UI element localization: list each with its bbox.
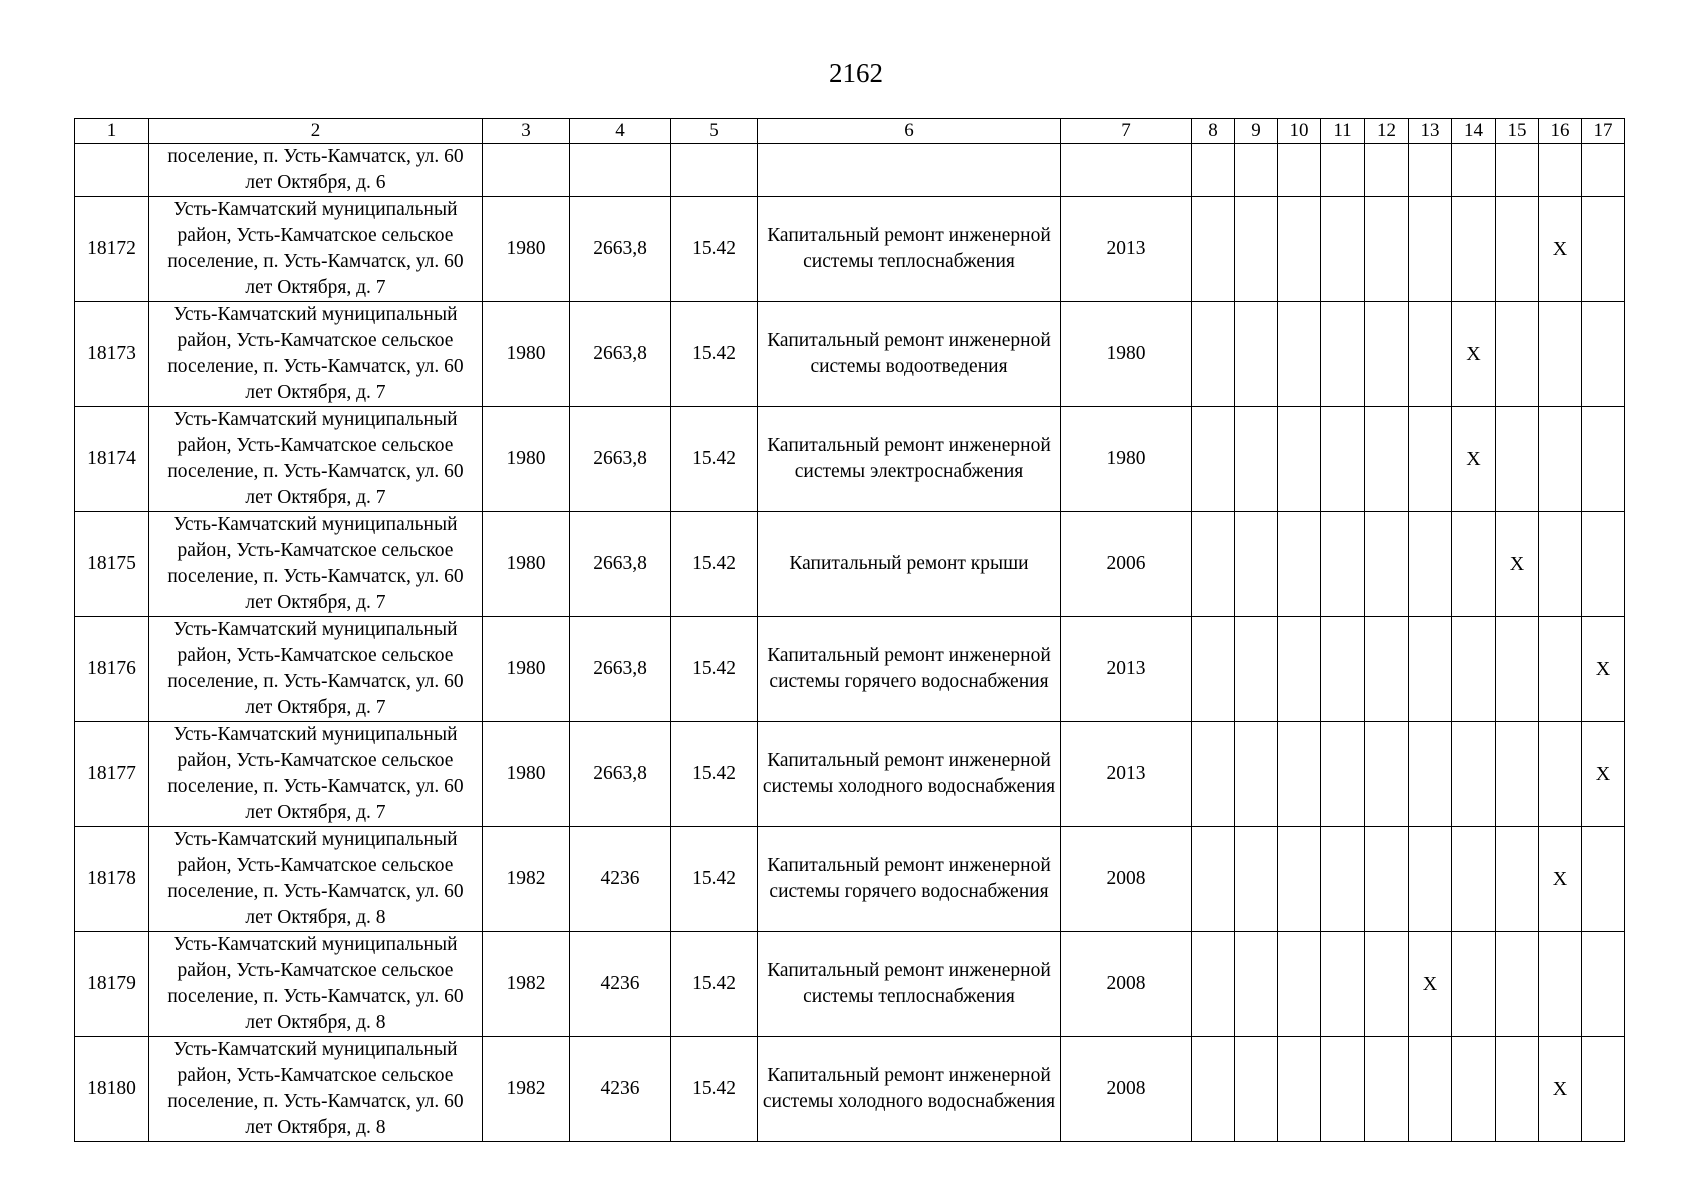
- continuation-row: [75, 144, 1625, 197]
- period-mark-cell: [1539, 617, 1582, 722]
- column-number: 15: [1496, 119, 1539, 144]
- period-mark-cell: [1235, 722, 1278, 827]
- column-number: 16: [1539, 119, 1582, 144]
- period-mark-cell: [1365, 827, 1409, 932]
- period-mark-cell: X: [1582, 617, 1625, 722]
- period-mark-cell: [1192, 1037, 1235, 1142]
- column-number: 8: [1192, 119, 1235, 144]
- period-mark-cell: [1496, 827, 1539, 932]
- column-number: 3: [483, 119, 570, 144]
- period-mark-cell: [1409, 617, 1452, 722]
- page-number: 2162: [829, 58, 883, 88]
- period-mark-cell: [1452, 827, 1496, 932]
- period-mark-cell: [1321, 197, 1365, 302]
- period-mark-cell: [1278, 512, 1321, 617]
- period-mark-cell: [1365, 407, 1409, 512]
- empty-cell: [1496, 144, 1539, 197]
- empty-cell: [483, 144, 570, 197]
- period-mark-cell: [1582, 827, 1625, 932]
- address-cell: Усть-Камчатский муниципальный район, Усть-Камчатское сельское поселение, п. Усть-Камчатск, ул. 60 лет Октября, д. 7: [149, 407, 483, 512]
- build-year-cell: 1980: [483, 407, 570, 512]
- work-type-cell: Капитальный ремонт инженерной системы холодного водоснабжения: [758, 722, 1061, 827]
- build-year-cell: 1982: [483, 932, 570, 1037]
- code-cell: 15.42: [671, 407, 758, 512]
- period-mark-cell: [1452, 512, 1496, 617]
- last-repair-year-cell: 2008: [1061, 827, 1192, 932]
- address-cell: Усть-Камчатский муниципальный район, Усть-Камчатское сельское поселение, п. Усть-Камчатск, ул. 60 лет Октября, д. 7: [149, 302, 483, 407]
- row-id-cell: 18178: [75, 827, 149, 932]
- last-repair-year-cell: 1980: [1061, 302, 1192, 407]
- build-year-cell: 1982: [483, 827, 570, 932]
- period-mark-cell: [1409, 197, 1452, 302]
- period-mark-cell: X: [1582, 722, 1625, 827]
- period-mark-cell: [1278, 302, 1321, 407]
- period-mark-cell: [1452, 197, 1496, 302]
- code-cell: 15.42: [671, 1037, 758, 1142]
- row-id-cell: 18173: [75, 302, 149, 407]
- period-mark-cell: [1496, 1037, 1539, 1142]
- column-number: 12: [1365, 119, 1409, 144]
- build-year-cell: 1980: [483, 302, 570, 407]
- period-mark-cell: [1192, 932, 1235, 1037]
- address-cell: поселение, п. Усть-Камчатск, ул. 60 лет Октября, д. 6: [149, 144, 483, 197]
- table-row: [75, 932, 1625, 1037]
- column-number: 4: [570, 119, 671, 144]
- period-mark-cell: [1321, 302, 1365, 407]
- empty-cell: [1365, 144, 1409, 197]
- period-mark-cell: [1365, 932, 1409, 1037]
- row-id-cell: 18175: [75, 512, 149, 617]
- period-mark-cell: [1539, 302, 1582, 407]
- period-mark-cell: [1582, 407, 1625, 512]
- period-mark-cell: [1321, 407, 1365, 512]
- row-id-cell: 18176: [75, 617, 149, 722]
- address-cell: Усть-Камчатский муниципальный район, Усть-Камчатское сельское поселение, п. Усть-Камчатск, ул. 60 лет Октября, д. 8: [149, 932, 483, 1037]
- last-repair-year-cell: 2013: [1061, 197, 1192, 302]
- column-number: 11: [1321, 119, 1365, 144]
- empty-cell: [1409, 144, 1452, 197]
- period-mark-cell: [1539, 407, 1582, 512]
- period-mark-cell: [1278, 722, 1321, 827]
- period-mark-cell: [1365, 197, 1409, 302]
- period-mark-cell: [1452, 722, 1496, 827]
- period-mark-cell: [1321, 617, 1365, 722]
- table-row: [75, 617, 1625, 722]
- empty-cell: [1582, 144, 1625, 197]
- work-type-cell: Капитальный ремонт крыши: [758, 512, 1061, 617]
- period-mark-cell: [1496, 197, 1539, 302]
- period-mark-cell: X: [1539, 197, 1582, 302]
- column-number: 1: [75, 119, 149, 144]
- area-cell: 4236: [570, 932, 671, 1037]
- table-row: [75, 407, 1625, 512]
- empty-cell: [1192, 144, 1235, 197]
- period-mark-cell: [1539, 932, 1582, 1037]
- work-type-cell: Капитальный ремонт инженерной системы горячего водоснабжения: [758, 827, 1061, 932]
- address-cell: Усть-Камчатский муниципальный район, Усть-Камчатское сельское поселение, п. Усть-Камчатск, ул. 60 лет Октября, д. 8: [149, 1037, 483, 1142]
- empty-cell: [1539, 144, 1582, 197]
- column-number: 10: [1278, 119, 1321, 144]
- table-row: [75, 722, 1625, 827]
- column-number: 17: [1582, 119, 1625, 144]
- empty-cell: [570, 144, 671, 197]
- period-mark-cell: [1278, 617, 1321, 722]
- period-mark-cell: X: [1539, 1037, 1582, 1142]
- code-cell: 15.42: [671, 302, 758, 407]
- row-id-cell: 18180: [75, 1037, 149, 1142]
- period-mark-cell: [1582, 1037, 1625, 1142]
- period-mark-cell: [1278, 1037, 1321, 1142]
- empty-cell: [1452, 144, 1496, 197]
- area-cell: 4236: [570, 827, 671, 932]
- work-type-cell: Капитальный ремонт инженерной системы горячего водоснабжения: [758, 617, 1061, 722]
- area-cell: 2663,8: [570, 197, 671, 302]
- build-year-cell: 1980: [483, 617, 570, 722]
- period-mark-cell: [1235, 512, 1278, 617]
- code-cell: 15.42: [671, 722, 758, 827]
- row-id-cell: 18179: [75, 932, 149, 1037]
- period-mark-cell: [1365, 302, 1409, 407]
- period-mark-cell: [1582, 932, 1625, 1037]
- row-id-cell: 18177: [75, 722, 149, 827]
- period-mark-cell: [1452, 1037, 1496, 1142]
- period-mark-cell: [1321, 1037, 1365, 1142]
- period-mark-cell: [1496, 932, 1539, 1037]
- period-mark-cell: [1496, 617, 1539, 722]
- period-mark-cell: [1409, 512, 1452, 617]
- table-body: [75, 119, 1625, 1142]
- period-mark-cell: [1582, 197, 1625, 302]
- period-mark-cell: [1192, 512, 1235, 617]
- empty-cell: [1321, 144, 1365, 197]
- period-mark-cell: [1365, 512, 1409, 617]
- column-number: 7: [1061, 119, 1192, 144]
- period-mark-cell: X: [1409, 932, 1452, 1037]
- column-number: 14: [1452, 119, 1496, 144]
- last-repair-year-cell: 2006: [1061, 512, 1192, 617]
- area-cell: 2663,8: [570, 302, 671, 407]
- column-number: 9: [1235, 119, 1278, 144]
- period-mark-cell: [1496, 407, 1539, 512]
- build-year-cell: 1982: [483, 1037, 570, 1142]
- last-repair-year-cell: 2013: [1061, 722, 1192, 827]
- work-type-cell: Капитальный ремонт инженерной системы электроснабжения: [758, 407, 1061, 512]
- empty-cell: [1278, 144, 1321, 197]
- empty-cell: [1235, 144, 1278, 197]
- table-row: [75, 197, 1625, 302]
- table-row: [75, 1037, 1625, 1142]
- period-mark-cell: [1235, 932, 1278, 1037]
- capital-repair-table: [74, 118, 1625, 1142]
- period-mark-cell: [1321, 722, 1365, 827]
- column-number: 5: [671, 119, 758, 144]
- build-year-cell: 1980: [483, 722, 570, 827]
- period-mark-cell: [1452, 617, 1496, 722]
- period-mark-cell: X: [1452, 407, 1496, 512]
- address-cell: Усть-Камчатский муниципальный район, Усть-Камчатское сельское поселение, п. Усть-Камчатск, ул. 60 лет Октября, д. 7: [149, 617, 483, 722]
- last-repair-year-cell: 2008: [1061, 1037, 1192, 1142]
- period-mark-cell: [1496, 722, 1539, 827]
- period-mark-cell: [1278, 407, 1321, 512]
- period-mark-cell: [1321, 827, 1365, 932]
- address-cell: Усть-Камчатский муниципальный район, Усть-Камчатское сельское поселение, п. Усть-Камчатск, ул. 60 лет Октября, д. 7: [149, 197, 483, 302]
- empty-cell: [1061, 144, 1192, 197]
- period-mark-cell: [1409, 827, 1452, 932]
- code-cell: 15.42: [671, 512, 758, 617]
- period-mark-cell: [1409, 407, 1452, 512]
- last-repair-year-cell: 1980: [1061, 407, 1192, 512]
- column-number-row: [75, 119, 1625, 144]
- code-cell: 15.42: [671, 197, 758, 302]
- period-mark-cell: [1278, 827, 1321, 932]
- period-mark-cell: X: [1496, 512, 1539, 617]
- last-repair-year-cell: 2008: [1061, 932, 1192, 1037]
- area-cell: 2663,8: [570, 722, 671, 827]
- column-number: 13: [1409, 119, 1452, 144]
- column-number: 6: [758, 119, 1061, 144]
- table-row: [75, 827, 1625, 932]
- column-number: 2: [149, 119, 483, 144]
- empty-cell: [671, 144, 758, 197]
- period-mark-cell: [1235, 302, 1278, 407]
- period-mark-cell: [1452, 932, 1496, 1037]
- period-mark-cell: [1192, 407, 1235, 512]
- period-mark-cell: X: [1539, 827, 1582, 932]
- code-cell: 15.42: [671, 932, 758, 1037]
- period-mark-cell: [1192, 197, 1235, 302]
- period-mark-cell: [1582, 302, 1625, 407]
- period-mark-cell: [1409, 1037, 1452, 1142]
- period-mark-cell: [1192, 722, 1235, 827]
- period-mark-cell: [1235, 197, 1278, 302]
- period-mark-cell: [1496, 302, 1539, 407]
- period-mark-cell: [1321, 512, 1365, 617]
- address-cell: Усть-Камчатский муниципальный район, Усть-Камчатское сельское поселение, п. Усть-Камчатск, ул. 60 лет Октября, д. 8: [149, 827, 483, 932]
- work-type-cell: Капитальный ремонт инженерной системы теплоснабжения: [758, 197, 1061, 302]
- period-mark-cell: [1235, 827, 1278, 932]
- area-cell: 2663,8: [570, 407, 671, 512]
- period-mark-cell: [1321, 932, 1365, 1037]
- period-mark-cell: [1235, 617, 1278, 722]
- build-year-cell: 1980: [483, 197, 570, 302]
- period-mark-cell: [1539, 722, 1582, 827]
- build-year-cell: 1980: [483, 512, 570, 617]
- area-cell: 2663,8: [570, 617, 671, 722]
- period-mark-cell: [1365, 722, 1409, 827]
- area-cell: 2663,8: [570, 512, 671, 617]
- table-row: [75, 512, 1625, 617]
- last-repair-year-cell: 2013: [1061, 617, 1192, 722]
- period-mark-cell: [1235, 407, 1278, 512]
- period-mark-cell: [1192, 302, 1235, 407]
- period-mark-cell: [1582, 512, 1625, 617]
- work-type-cell: Капитальный ремонт инженерной системы водоотведения: [758, 302, 1061, 407]
- period-mark-cell: [1365, 617, 1409, 722]
- period-mark-cell: [1409, 722, 1452, 827]
- work-type-cell: Капитальный ремонт инженерной системы холодного водоснабжения: [758, 1037, 1061, 1142]
- row-id-cell: 18174: [75, 407, 149, 512]
- code-cell: 15.42: [671, 827, 758, 932]
- period-mark-cell: X: [1452, 302, 1496, 407]
- work-type-cell: Капитальный ремонт инженерной системы теплоснабжения: [758, 932, 1061, 1037]
- period-mark-cell: [1278, 197, 1321, 302]
- period-mark-cell: [1539, 512, 1582, 617]
- empty-cell: [75, 144, 149, 197]
- period-mark-cell: [1409, 302, 1452, 407]
- period-mark-cell: [1278, 932, 1321, 1037]
- table-row: [75, 302, 1625, 407]
- area-cell: 4236: [570, 1037, 671, 1142]
- period-mark-cell: [1192, 617, 1235, 722]
- address-cell: Усть-Камчатский муниципальный район, Усть-Камчатское сельское поселение, п. Усть-Камчатск, ул. 60 лет Октября, д. 7: [149, 722, 483, 827]
- code-cell: 15.42: [671, 617, 758, 722]
- period-mark-cell: [1192, 827, 1235, 932]
- address-cell: Усть-Камчатский муниципальный район, Усть-Камчатское сельское поселение, п. Усть-Камчатск, ул. 60 лет Октября, д. 7: [149, 512, 483, 617]
- row-id-cell: 18172: [75, 197, 149, 302]
- period-mark-cell: [1235, 1037, 1278, 1142]
- empty-cell: [758, 144, 1061, 197]
- period-mark-cell: [1365, 1037, 1409, 1142]
